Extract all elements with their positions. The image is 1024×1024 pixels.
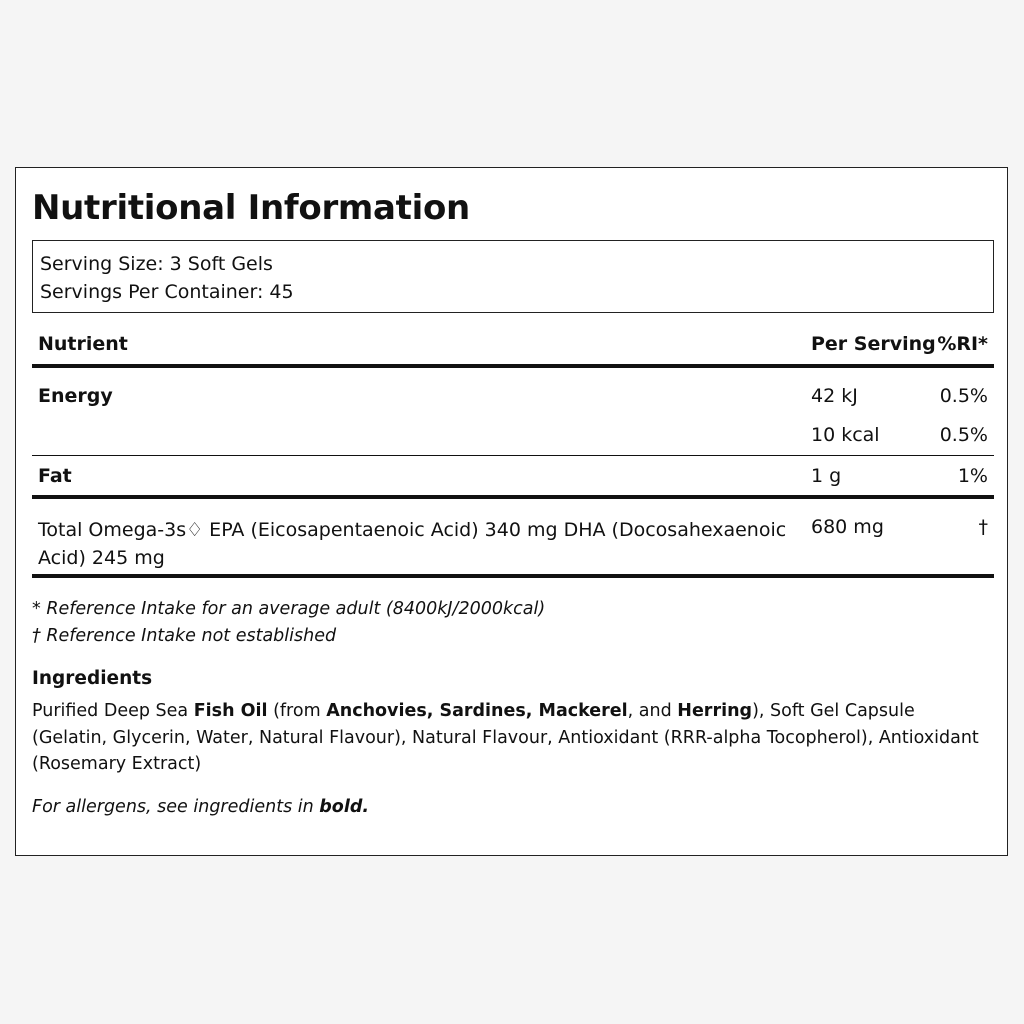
energy-kj-value: 42 kJ bbox=[811, 385, 858, 407]
ingredients-text bbox=[32, 698, 992, 778]
energy-kj-ri: 0.5% bbox=[939, 385, 988, 407]
header-ri: %RI* bbox=[937, 333, 988, 355]
serving-info-box bbox=[32, 240, 994, 313]
nutrient-name-energy: Energy bbox=[38, 385, 113, 407]
allergen-note bbox=[32, 797, 369, 817]
omega-value: 680 mg bbox=[811, 516, 884, 538]
nutrient-name-omega: Total Omega-3s♢ EPA (Eicosapentaenoic Acid) 340 mg DHA (Docosahexaenoic Acid) 245 mg bbox=[38, 519, 787, 569]
nutrient-name-fat: Fat bbox=[38, 465, 72, 487]
serving-size: Serving Size: 3 Soft Gels bbox=[40, 253, 273, 275]
ingredient-text-segment: (from bbox=[267, 701, 327, 721]
ingredient-allergen: Herring bbox=[677, 701, 753, 721]
allergen-note-emphasis: bold. bbox=[319, 797, 370, 817]
nutrition-label-panel bbox=[15, 167, 1008, 856]
header-nutrient: Nutrient bbox=[38, 333, 128, 355]
omega-ri: † bbox=[978, 516, 988, 538]
footnotes bbox=[32, 596, 545, 650]
label-title: Nutritional Information bbox=[32, 188, 470, 228]
ingredient-allergen: Anchovies, Sardines, Mackerel bbox=[326, 701, 628, 721]
ri-footnote: * Reference Intake for an average adult (8400kJ/2000kcal) bbox=[32, 599, 546, 619]
energy-divider bbox=[32, 455, 994, 456]
ingredient-allergen: Fish Oil bbox=[193, 701, 268, 721]
dagger-footnote: † Reference Intake not established bbox=[32, 626, 337, 646]
ingredient-text-segment: , and bbox=[627, 701, 678, 721]
header-divider bbox=[32, 364, 994, 368]
fat-ri: 1% bbox=[957, 465, 988, 487]
energy-kcal-value: 10 kcal bbox=[811, 424, 880, 446]
fat-value: 1 g bbox=[811, 465, 842, 487]
servings-per-container: Servings Per Container: 45 bbox=[40, 281, 294, 303]
allergen-note-prefix: For allergens, see ingredients in bbox=[32, 797, 320, 817]
ingredients-heading: Ingredients bbox=[32, 668, 153, 689]
fat-divider bbox=[32, 495, 994, 499]
table-bottom-divider bbox=[32, 574, 994, 578]
ingredient-text-segment: Purified Deep Sea bbox=[32, 701, 194, 721]
energy-kcal-ri: 0.5% bbox=[939, 424, 988, 446]
header-per-serving: Per Serving bbox=[811, 333, 936, 355]
ingredient-text-segment: ), Soft Gel Capsule (Gelatin, Glycerin, Water, Natural Flavour), Natural Flavour, Antioxidant (RRR-alpha Tocopherol), Antioxidant (Rosemary Extract) bbox=[32, 701, 979, 774]
